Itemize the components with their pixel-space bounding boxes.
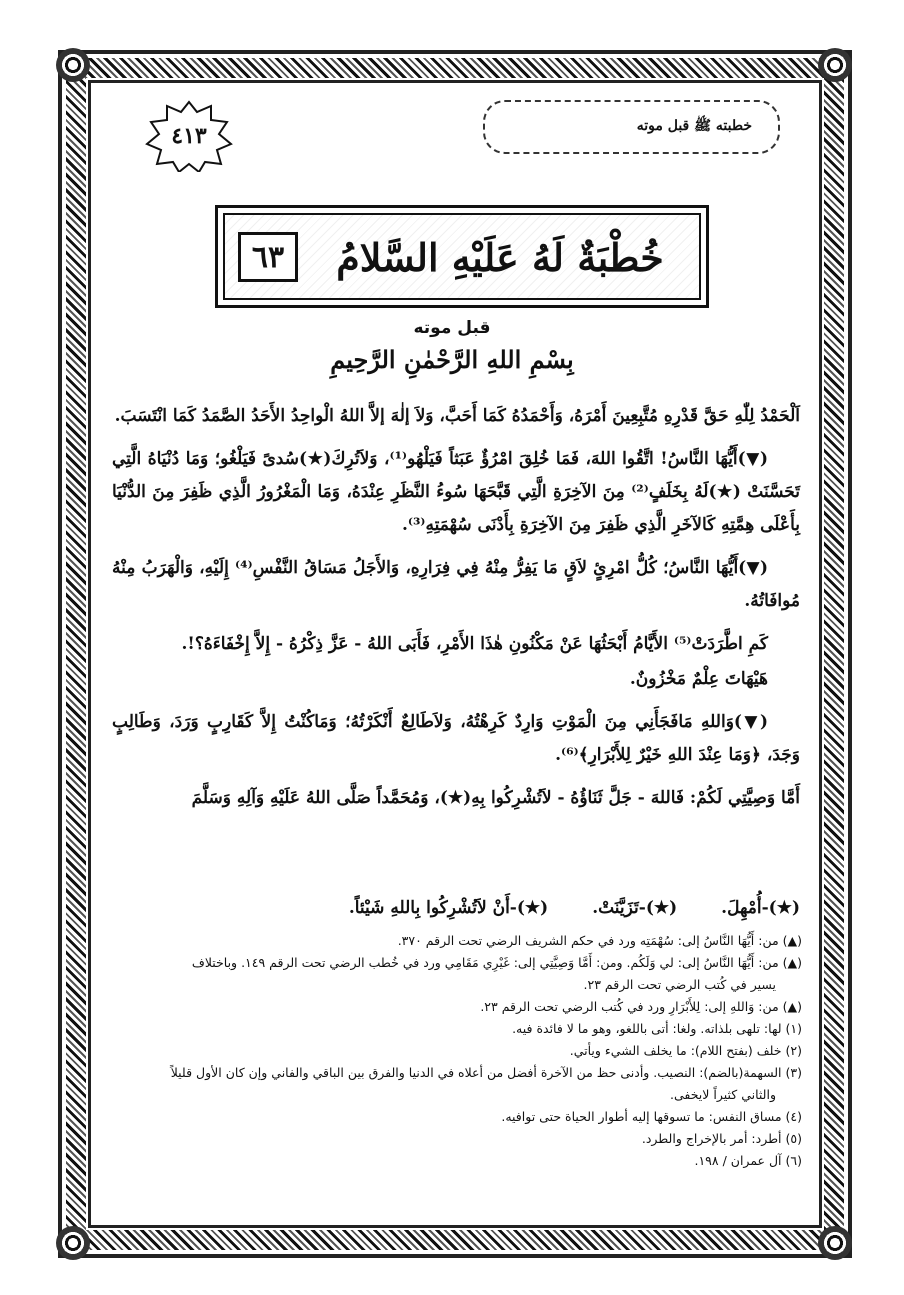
footnote: (٢) خلف (بفتح اللام): ما يخلف الشيء ويأتي. [569,1043,802,1058]
sermon-subtitle: قبل موته [413,318,491,338]
source-note-continuation: يسير في كُتب الرضي تحت الرقم ٢٣. [583,977,776,992]
source-note: (▲) من: أَيُّهَا النَّاسُ إلى: لي وَلَكُم. ومن: أَمَّا وَصِيَّتِي إلى: غَيْرِي مَقَامِي ورد في خُطب الرضي تحت الرقم ١٤٩. وباختلاف [191,955,802,970]
footnote: (٦) آل عمران / ١٩٨. [694,1153,802,1168]
sermon-number: ٦٣ [238,232,298,282]
paragraph: هَيْهَاتَ عِلْمٌ مَخْزُونٌ. [629,669,768,689]
corner-ornament-icon [818,48,852,82]
footnote-continuation: والثاني كثيراً لايخفى. [670,1087,776,1102]
page-number-badge [143,100,235,172]
source-note: (▲) من: وَاللهِ إلى: لِلأَبْرَارِ ورد في كُتب الرضي تحت الرقم ٢٣. [480,999,802,1014]
footnote: (٥) أطرد: أمر بالإخراج والطرد. [641,1131,802,1146]
variant-readings [320,898,800,918]
paragraph: (▼)أَيُّهَا النَّاسُ! اتَّقُوا اللهَ، فَمَا خُلِقَ امْرُؤٌ عَبَثاً فَيَلْهُو⁽¹⁾، وَلاَتُرِكَ(★)سُدىً فَيَلْغُو؛ وَمَا دُنْيَاهُ الَّتِي تَحَسَّنَتْ (★)لَهُ بِخَلَفٍ⁽²⁾ مِنَ الآخِرَةِ الَّتِي قَبَّحَهَا سُوءُ النَّظَرِ عِنْدَهُ، وَمَا الْمَغْرُورُ الَّذِي ظَفِرَ مِنَ الدُّنْيَا بِأَعْلَى هِمَّتِهِ كَالآخَرِ الَّذِي ظَفِرَ مِنَ الآخِرَةِ بِأَدْنَى سُهْمَتِهِ⁽³⁾. [112,449,800,535]
running-header [483,100,780,154]
paragraph: كَمِ اطَّرَدَتْ⁽⁵⁾ الأَيَّامُ أَبْحَثُهَا عَنْ مَكْنُونِ هٰذَا الأَمْرِ، فَأَبَى اللهُ - عَزَّ ذِكْرُهُ - إِلاَّ إِخْفَاءَهُ؟!. [181,634,768,654]
corner-ornament-icon [56,1226,90,1260]
footnote: (١) لها: تلهى بلذاته. ولغا: أتى باللغو، وهو ما لا فائدة فيه. [512,1021,802,1036]
basmala: بِسْمِ اللهِ الرَّحْمٰنِ الرَّحِيمِ [330,345,574,374]
paragraph: (▼)وَاللهِ مَافَجَأَنِي مِنَ الْمَوْتِ وَارِدٌ كَرِهْتُهُ، وَلاَطَالِعٌ أَنْكَرْتُهُ؛ وَمَاكُنْتُ إِلاَّ كَقَارِبٍ وَرَدَ، وَطَالِبٍ وَجَدَ، ﴿وَمَا عِنْدَ اللهِ خَيْرٌ لِلأَبْرَارِ﴾⁽⁶⁾. [112,712,800,765]
sermon-body [112,400,800,825]
footnotes [112,930,802,1172]
paragraph: أَمَّا وَصِيَّتِي لَكُمْ: فَاللهَ - جَلَّ ثَنَاؤُهُ - لاَتُشْرِكُوا بِهِ(★)، وَمُحَمَّداً صَلَّى اللهُ عَلَيْهِ وَآلِهِ وَسَلَّمَ [191,788,800,808]
running-title: خطبته ﷺ قبل موته [636,118,752,134]
source-note: (▲) من: أَيُّهَا النَّاسُ إلى: سُهْمَتِه ورد في حكم الشريف الرضي تحت الرقم ٣٧٠. [397,933,802,948]
corner-ornament-icon [818,1226,852,1260]
sermon-title: خُطْبَةٌ لَهُ عَلَيْهِ السَّلامُ [336,234,664,280]
paragraph: اَلْحَمْدُ لِلّٰهِ حَقَّ قَدْرِهِ مُتَّبِعِينَ أَمْرَهُ، وَأَحْمَدُهُ كَمَا أَحَبَّ، وَلاَ إلٰهَ إلاَّ اللهُ الْواحِدُ الأَحَدُ الصَّمَدُ كَمَا انْتَسَبَ. [114,406,800,426]
variant-reading: (★)-أُمْهِلَ. [721,898,800,918]
paragraph: (▼)أَيُّهَا النَّاسُ؛ كُلُّ امْرِئٍ لاَقٍ مَا يَفِرُّ مِنْهُ فِي فِرَارِهِ، وَالأَجَلُ مَسَاقُ النَّفْسِ⁽⁴⁾ إِلَيْهِ، وَالْهَرَبُ مِنْهُ مُوافَاتُهُ. [112,558,800,611]
page-number: ٤١٣ [171,123,207,149]
footnote: (٤) مساق النفس: ما تسوقها إليه أطوار الحياة حتى توافيه. [501,1109,802,1124]
corner-ornament-icon [56,48,90,82]
variant-reading: (★)-تَزَيَّنَتْ. [592,898,678,918]
footnote: (٣) السهمة(بالضم): النصيب. وأدنى حظ من الآخرة أفضل من أعلاه في الدنيا والفرق بين الباقي والفاني وإن كان الأول قليلاً [170,1065,802,1080]
variant-reading: (★)-أَنْ لاَتُشْرِكُوا بِاللهِ شَيْئاً. [348,898,549,918]
